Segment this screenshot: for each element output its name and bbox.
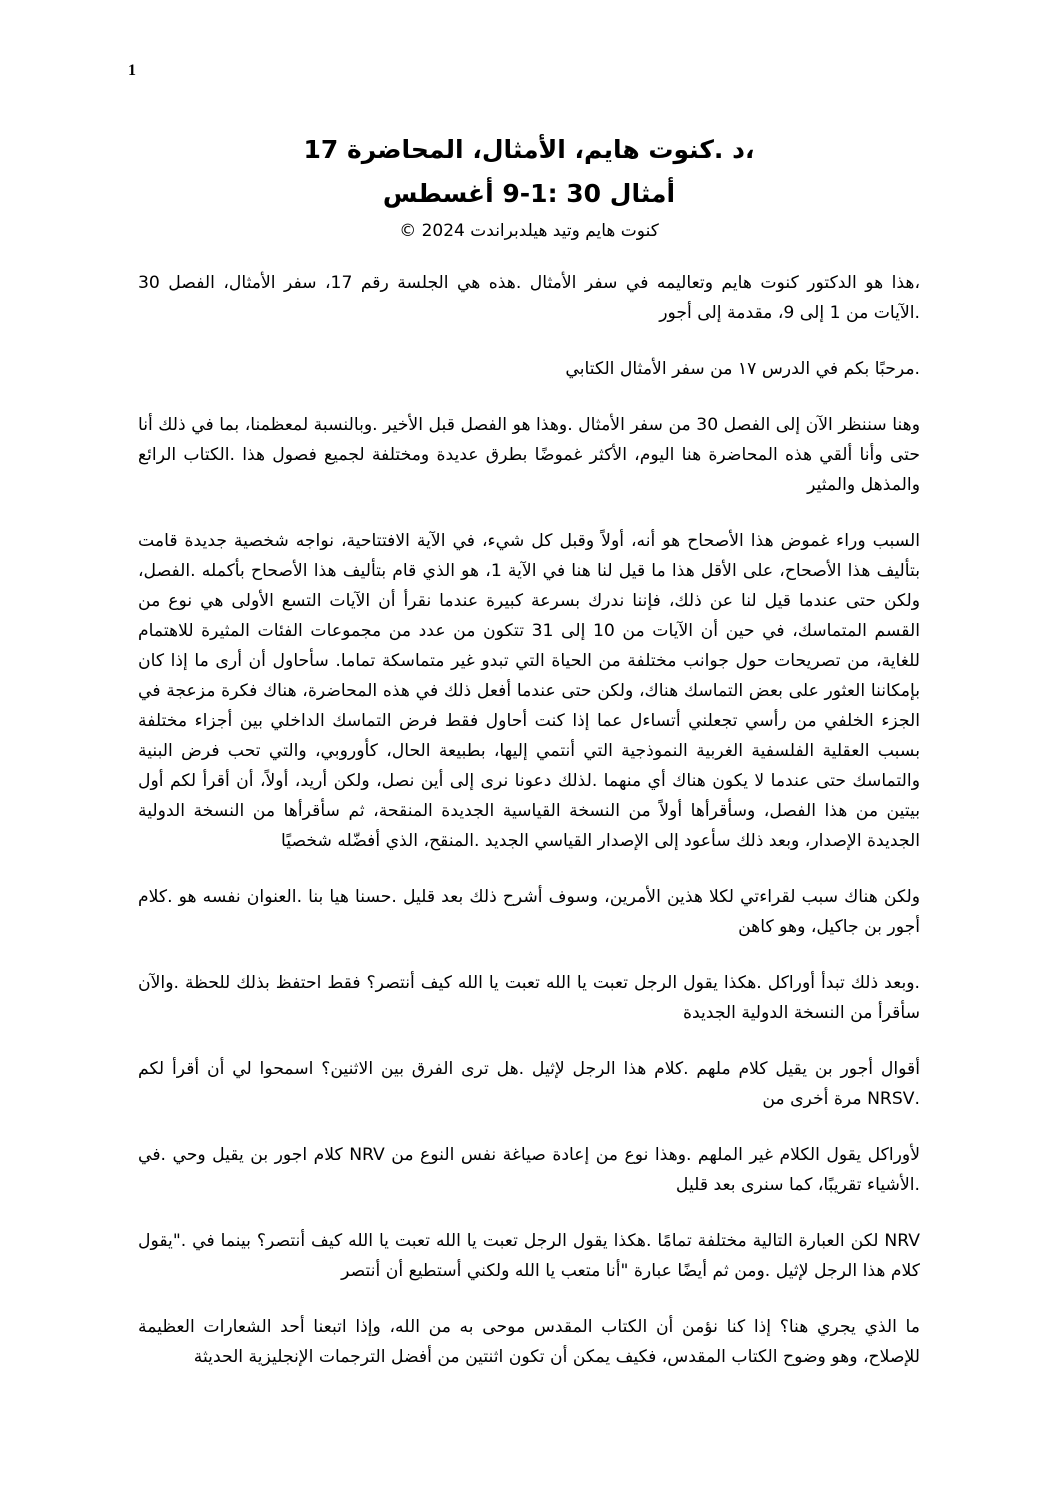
paragraph: وهنا سننظر الآن إلى الفصل 30 من سفر الأمثال .وهذا هو الفصل قبل الأخير .وبالنسبة لمعظمنا، بما في ذلك أنا حتى وأنا ألقي هذه المحاضرة هنا اليوم، الأكثر غموضًا بطرق عديدة ومختلفة لجميع فصول هذا .الكتاب الرائع والمذهل والمثير (138, 415, 920, 495)
paragraph: .وبعد ذلك تبدأ أوراكل .هكذا يقول الرجل تعبت يا الله تعبت يا الله كيف أنتصر؟ فقط احتفظ بذلك للحظة .والآن سأقرأ من النسخة الدولية الجديدة (138, 973, 920, 1023)
title-line-2: أمثال 30 :1-9 أغسطس (382, 179, 676, 208)
paragraph: ،هذا هو الدكتور كنوت هايم وتعاليمه في سفر الأمثال .هذه هي الجلسة رقم 17، سفر الأمثال، الفصل 30 .الآيات من 1 إلى 9، مقدمة إلى أجور (138, 273, 920, 323)
document-header (130, 128, 928, 246)
paragraph: أقوال أجور بن يقيل كلام ملهم .كلام هذا الرجل لإثيل .هل ترى الفرق بين الاثنين؟ اسمحوا لي أن أقرأ لكم .NRSV مرة أخرى من (138, 1059, 920, 1109)
copyright-line: كنوت هايم وتيد هيلدبراندت 2024 © (399, 221, 659, 241)
paragraph: ما الذي يجري هنا؟ إذا كنا نؤمن أن الكتاب المقدس موحى به من الله، وإذا اتبعنا أحد الشعارات العظيمة للإصلاح، وهو وضوح الكتاب المقدس، فكيف يمكن أن تكون اثنتين من أفضل الترجمات الإنجليزية الحديثة (138, 1317, 920, 1367)
paragraph: .مرحبًا بكم في الدرس ١٧ من سفر الأمثال الكتابي (565, 359, 920, 379)
title-line-1: ،د .كنوت هايم، الأمثال، المحاضرة 17 (303, 135, 755, 164)
paragraph: ولكن هناك سبب لقراءتي لكلا هذين الأمرين، وسوف أشرح ذلك بعد قليل .حسنا هيا بنا .العنوان نفسه هو .كلام أجور بن جاكيل، وهو كاهن (138, 887, 920, 937)
page-number: 1 (128, 62, 136, 79)
document-body (138, 268, 920, 1398)
paragraph: NRV لكن العبارة التالية مختلفة تمامًا .هكذا يقول الرجل تعبت يا الله تعبت يا الله كيف أنتصر؟ بينما في ."يقول كلام هذا الرجل لإثيل .ومن ثم أيضًا عبارة "أنا متعب يا الله ولكني أستطيع أن أنتصر (138, 1231, 920, 1281)
paragraph: لأوراكل يقول الكلام غير الملهم .وهذا نوع من إعادة صياغة نفس النوع من NRV كلام اجور بن يقيل وحي .في .الأشياء تقريبًا، كما سنرى بعد قليل (138, 1145, 921, 1195)
paragraph: السبب وراء غموض هذا الأصحاح هو أنه، أولاً وقبل كل شيء، في الآية الافتتاحية، نواجه شخصية جديدة قامت بتأليف هذا الأصحاح، على الأقل هذا ما قيل لنا هنا في الآية 1، هو الذي قام بتأليف هذا الأصحاح بأكمله .الفصل، ولكن حتى عندما قيل لنا عن ذلك، فإننا ندرك بسرعة كبيرة عندما نقرأ أن الآيات التسع الأولى هي نوع من القسم المتماسك، في حين أن الآيات من 10 إلى 31 تتكون من عدد من مجموعات الفئات المثيرة للاهتمام للغاية، من تصريحات حول جوانب مختلفة من الحياة التي تبدو غير متماسكة تماما. سأحاول أن أرى ما إذا كان بإمكاننا العثور على بعض التماسك هناك، ولكن حتى عندما أفعل ذلك في هذه المحاضرة، هناك فكرة مزعجة في الجزء الخلفي من رأسي تجعلني أتساءل عما إذا كنت أحاول فقط فرض التماسك الداخلي بين أجزاء مختلفة بسبب العقلية الفلسفية الغربية النموذجية التي أنتمي إليها، بطبيعة الحال، كأوروبي، والتي تحب فرض البنية والتماسك حتى عندما لا يكون هناك أي منهما .لذلك دعونا نرى إلى أين نصل، ولكن أريد، أولاً، أن أقرأ لكم أول بيتين من هذا الفصل، وسأقرأها أولاً من النسخة القياسية الجديدة المنقحة، ثم سأقرأها من النسخة الدولية الجديدة الإصدار، وبعد ذلك سأعود إلى الإصدار القياسي الجديد .المنقح، الذي أفضّله شخصيًا (138, 531, 921, 851)
